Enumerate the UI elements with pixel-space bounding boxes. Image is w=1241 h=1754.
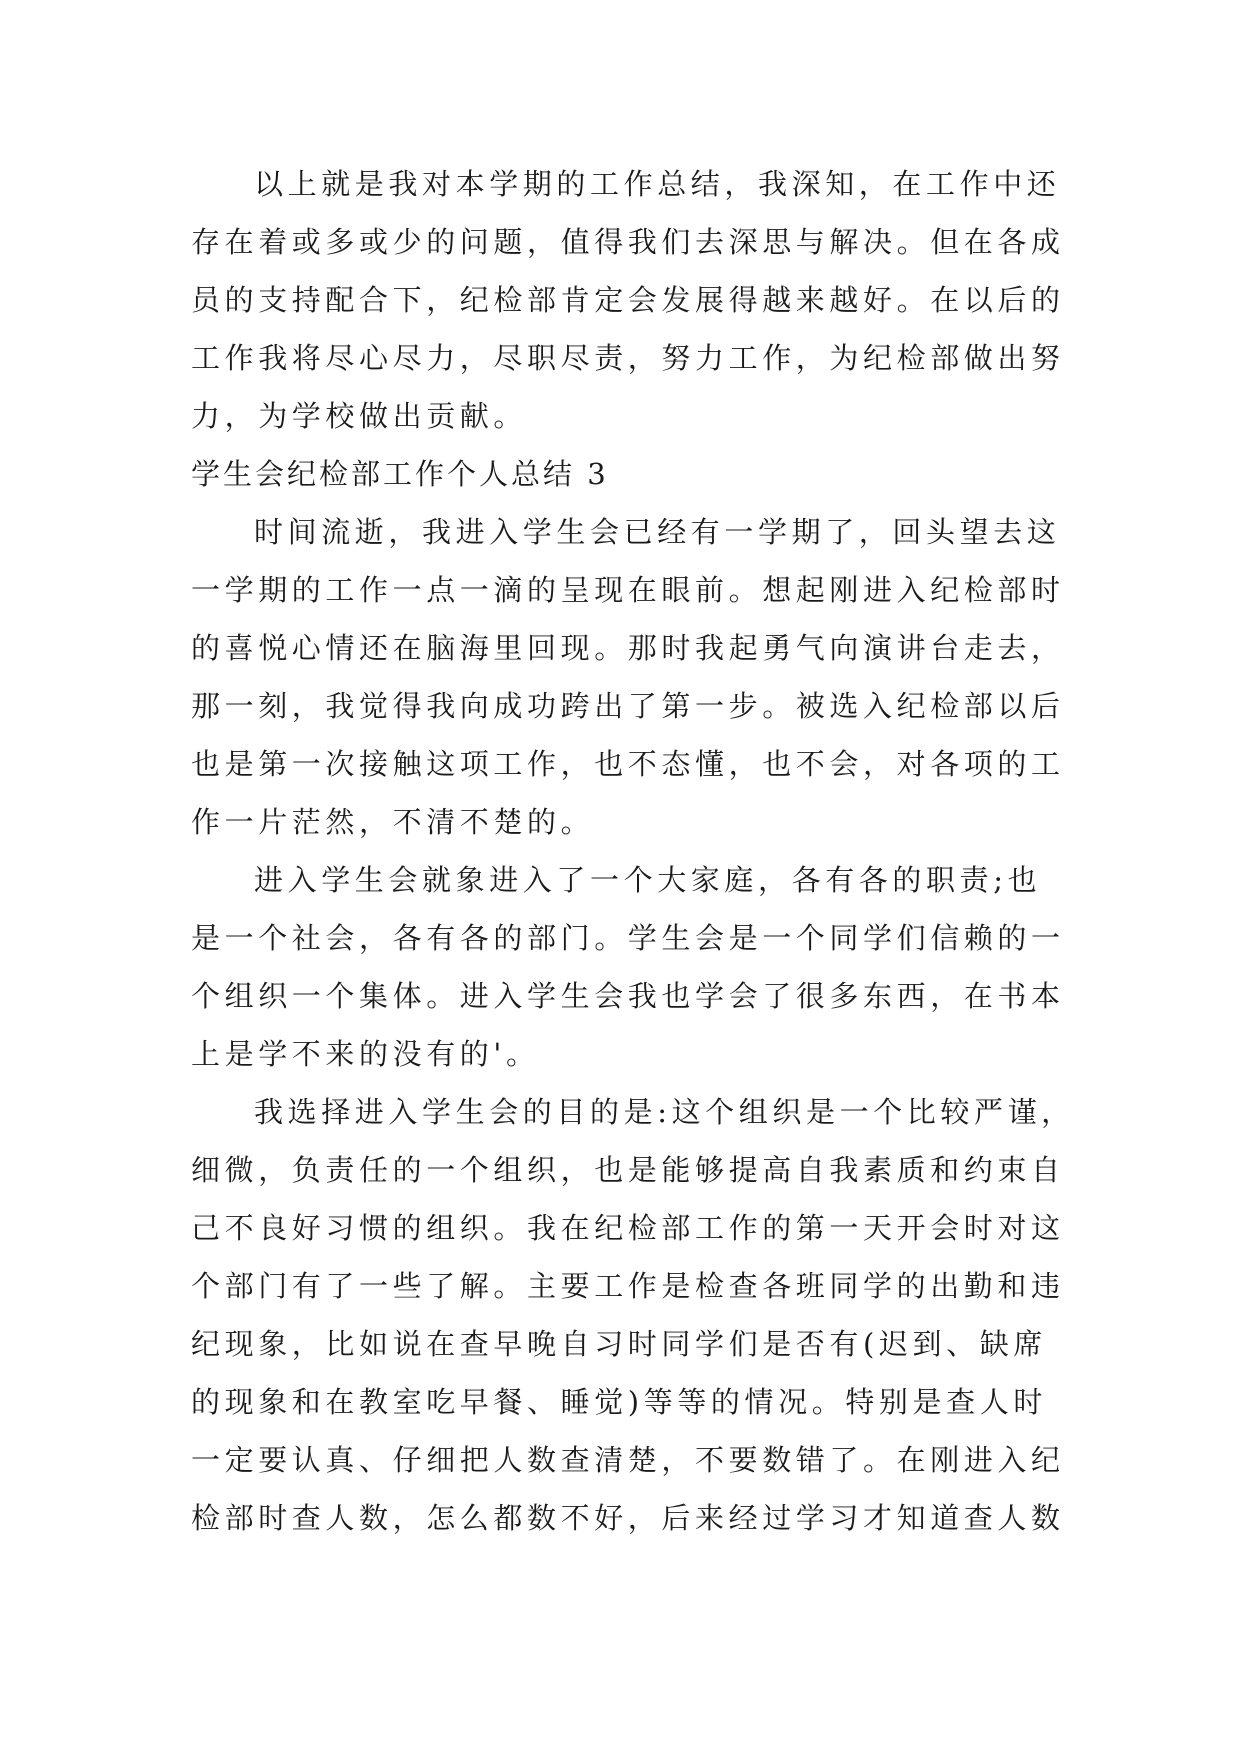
- section-heading: 学生会纪检部工作个人总结 3: [191, 457, 609, 491]
- text-line: 是一个社会，各有各的部门。学生会是一个同学们信赖的一: [191, 921, 1065, 955]
- text-line: 纪现象，比如说在查早晚自习时同学们是否有(迟到、缺席: [191, 1327, 1047, 1361]
- text-line: 检部时查人数，怎么都数不好，后来经过学习才知道查人数: [191, 1501, 1065, 1535]
- text-line: 以上就是我对本学期的工作总结，我深知，在工作中还: [254, 167, 1061, 201]
- text-line: 个组织一个集体。进入学生会我也学会了很多东西，在书本: [191, 979, 1065, 1013]
- text-line: 存在着或多或少的问题，值得我们去深思与解决。但在各成: [191, 225, 1065, 259]
- text-line: 的现象和在教室吃早餐、睡觉)等等的情况。特别是查人时: [191, 1385, 1047, 1419]
- text-line: 作一片茫然，不清不楚的。: [191, 805, 595, 839]
- text-line: 个部门有了一些了解。主要工作是检查各班同学的出勤和违: [191, 1269, 1065, 1303]
- text-line: 时间流逝，我进入学生会已经有一学期了，回头望去这: [254, 515, 1061, 549]
- text-line: 员的支持配合下，纪检部肯定会发展得越来越好。在以后的: [191, 283, 1065, 317]
- text-line: 进入学生会就象进入了一个大家庭，各有各的职责;也: [254, 863, 1042, 897]
- text-line: 一定要认真、仔细把人数查清楚，不要数错了。在刚进入纪: [191, 1443, 1065, 1477]
- text-line: 我选择进入学生会的目的是:这个组织是一个比较严谨，: [254, 1095, 1075, 1129]
- text-line: 力，为学校做出贡献。: [191, 399, 528, 433]
- text-line: 的喜悦心情还在脑海里回现。那时我起勇气向演讲台走去，: [191, 631, 1065, 665]
- text-line: 工作我将尽心尽力，尽职尽责，努力工作，为纪检部做出努: [191, 341, 1065, 375]
- text-line: 己不良好习惯的组织。我在纪检部工作的第一天开会时对这: [191, 1211, 1065, 1245]
- text-line: 一学期的工作一点一滴的呈现在眼前。想起刚进入纪检部时: [191, 573, 1065, 607]
- document-body: [191, 155, 1075, 1547]
- text-line: 也是第一次接触这项工作，也不态懂，也不会，对各项的工: [191, 747, 1065, 781]
- text-line: 那一刻，我觉得我向成功跨出了第一步。被选入纪检部以后: [191, 689, 1065, 723]
- text-line: 上是学不来的没有的'。: [191, 1037, 540, 1071]
- text-line: 细微，负责任的一个组织，也是能够提高自我素质和约束自: [191, 1153, 1065, 1187]
